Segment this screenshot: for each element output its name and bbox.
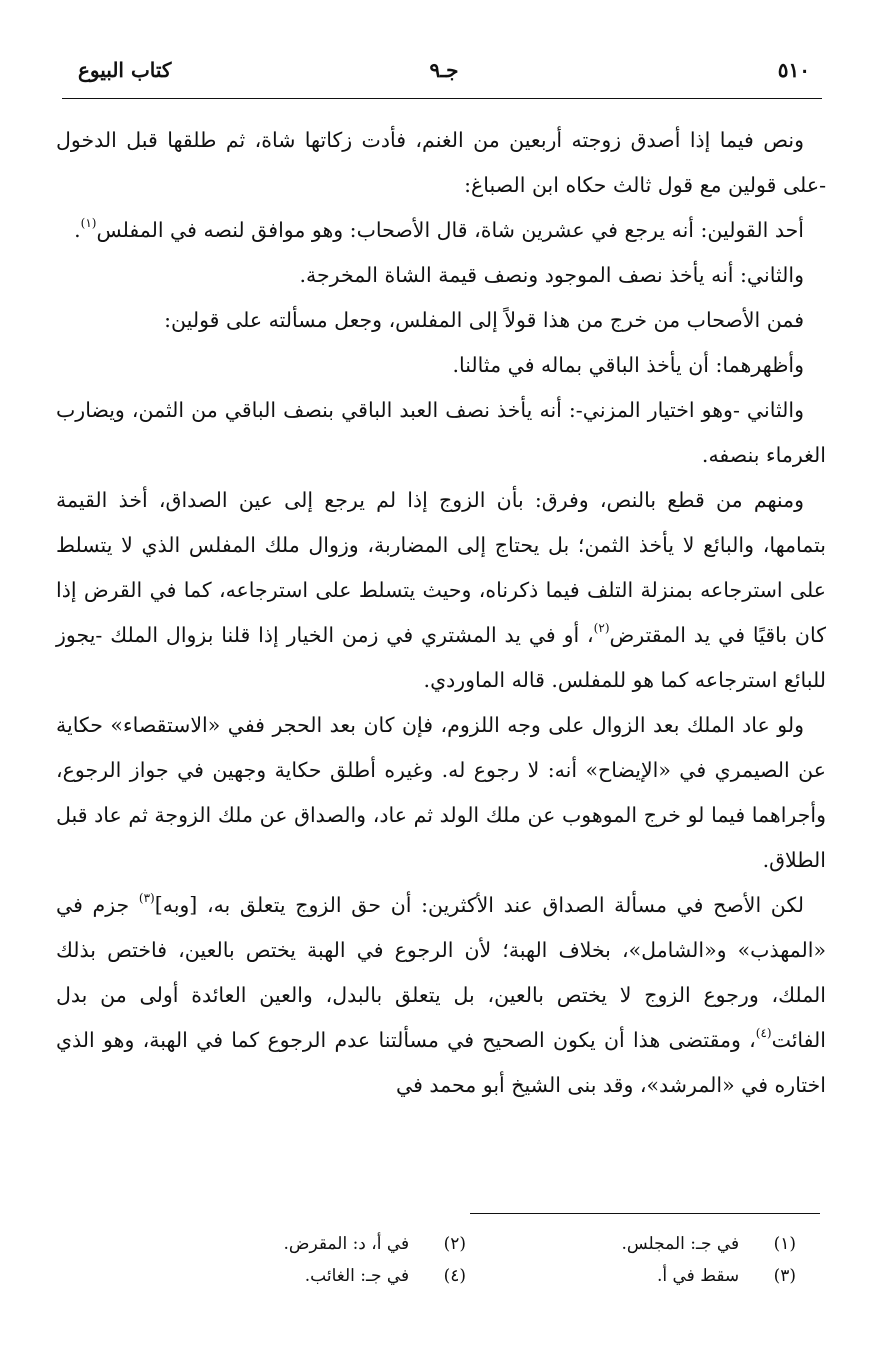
volume-label: جـ٩ xyxy=(429,58,459,82)
paragraph-text: ولو عاد الملك بعد الزوال على وجه اللزوم، فإن كان بعد الحجر ففي «الاستقصاء» حكاية عن الصيمري في «الإيضاح» أنه: لا رجوع له. وغيره أطلق حكاية وجهين في جواز الرجوع، وأجراهما فيما لو خرج الموهوب عن ملك الولد ثم عاد، والصداق عن ملك الزوجة ثم عاد قبل الطلاق. xyxy=(56,713,826,872)
paragraph-text: ، ومقتضى هذا أن يكون الصحيح في مسألتنا عدم الرجوع كما في الهبة، وهو الذي اختاره في «المرشد»، وقد بنى الشيخ أبو محمد في xyxy=(56,1028,826,1097)
page-number: ٥١٠ xyxy=(777,58,810,82)
footnote-number: (٣) xyxy=(773,1266,796,1286)
paragraph xyxy=(56,118,826,208)
header-divider xyxy=(62,98,822,99)
footnote-reference: (٢) xyxy=(593,621,610,635)
paragraph xyxy=(56,703,826,883)
paragraph xyxy=(56,388,826,478)
paragraph-text: فمن الأصحاب من خرج من هذا قولاً إلى المفلس، وجعل مسألته على قولين: xyxy=(164,308,804,332)
footnote-reference: (٤) xyxy=(755,1026,772,1040)
paragraph-text: وأظهرهما: أن يأخذ الباقي بماله في مثالنا. xyxy=(452,353,804,377)
footnote-4 xyxy=(305,1260,466,1292)
running-header xyxy=(78,58,810,92)
paragraph xyxy=(56,883,826,1108)
footnote-number: (١) xyxy=(773,1234,796,1254)
paragraph-text: والثاني: أنه يأخذ نصف الموجود ونصف قيمة الشاة المخرجة. xyxy=(299,263,804,287)
paragraph-text: ونص فيما إذا أصدق زوجته أربعين من الغنم، فأدت زكاتها شاة، ثم طلقها قبل الدخول -على قولين مع قول ثالث حكاه ابن الصباغ: xyxy=(56,128,826,197)
paragraph xyxy=(56,343,826,388)
footnote-3 xyxy=(657,1260,796,1292)
footnote-text: في جـ: المجلس. xyxy=(621,1234,740,1254)
footnote-1 xyxy=(621,1228,796,1260)
footnote-text: في جـ: الغائب. xyxy=(304,1266,410,1286)
footnote-2 xyxy=(284,1228,467,1260)
paragraph-text: أحد القولين: أنه يرجع في عشرين شاة، قال الأصحاب: وهو موافق لنصه في المفلس xyxy=(96,218,804,242)
footnote-text: سقط في أ. xyxy=(656,1266,740,1286)
footnote-number: (٢) xyxy=(443,1234,466,1254)
footnote-number: (٤) xyxy=(443,1266,466,1286)
footnote-text: في أ، د: المقرض. xyxy=(283,1234,410,1254)
paragraph-text: ومنهم من قطع بالنص، وفرق: بأن الزوج إذا لم يرجع إلى عين الصداق، أخذ القيمة بتمامها، والبائع لا يأخذ الثمن؛ بل يحتاج إلى المضاربة، وزوال ملك المفلس الذي لا يتسلط على استرجاعه بمنزلة التلف فيما ذكرناه، وحيث يتسلط على استرجاعه، كما في القرض إذا كان باقيًا في يد المقترض xyxy=(56,488,826,647)
paragraph-text: ، أو في يد المشتري في زمن الخيار إذا قلنا بزوال الملك -يجوز للبائع استرجاعه كما هو للمفلس. قاله الماوردي. xyxy=(56,623,826,692)
paragraph xyxy=(56,253,826,298)
paragraph xyxy=(56,208,826,253)
footnote-divider xyxy=(470,1213,820,1214)
main-text xyxy=(56,118,826,1108)
book-title: كتاب البيوع xyxy=(78,58,172,82)
footnote-reference: (٣) xyxy=(138,891,155,905)
paragraph-text: لكن الأصح في مسألة الصداق عند الأكثرين: أن حق الزوج يتعلق به، [وبه] xyxy=(154,893,804,917)
paragraph-text: والثاني -وهو اختيار المزني-: أنه يأخذ نصف العبد الباقي بنصف الباقي من الثمن، ويضارب الغرماء بنصفه. xyxy=(56,398,826,467)
paragraph xyxy=(56,298,826,343)
paragraph-text: جزم في «المهذب» و«الشامل»، بخلاف الهبة؛ لأن الرجوع في الهبة يختص بالعين، فاختص بذلك الملك، ورجوع الزوج لا يختص بالعين، بل يتعلق بالبدل، والعين العائدة أولى من بدل الفائت xyxy=(56,893,826,1052)
paragraph-text: . xyxy=(74,218,81,242)
paragraph xyxy=(56,478,826,703)
footnote-reference: (١) xyxy=(80,216,97,230)
